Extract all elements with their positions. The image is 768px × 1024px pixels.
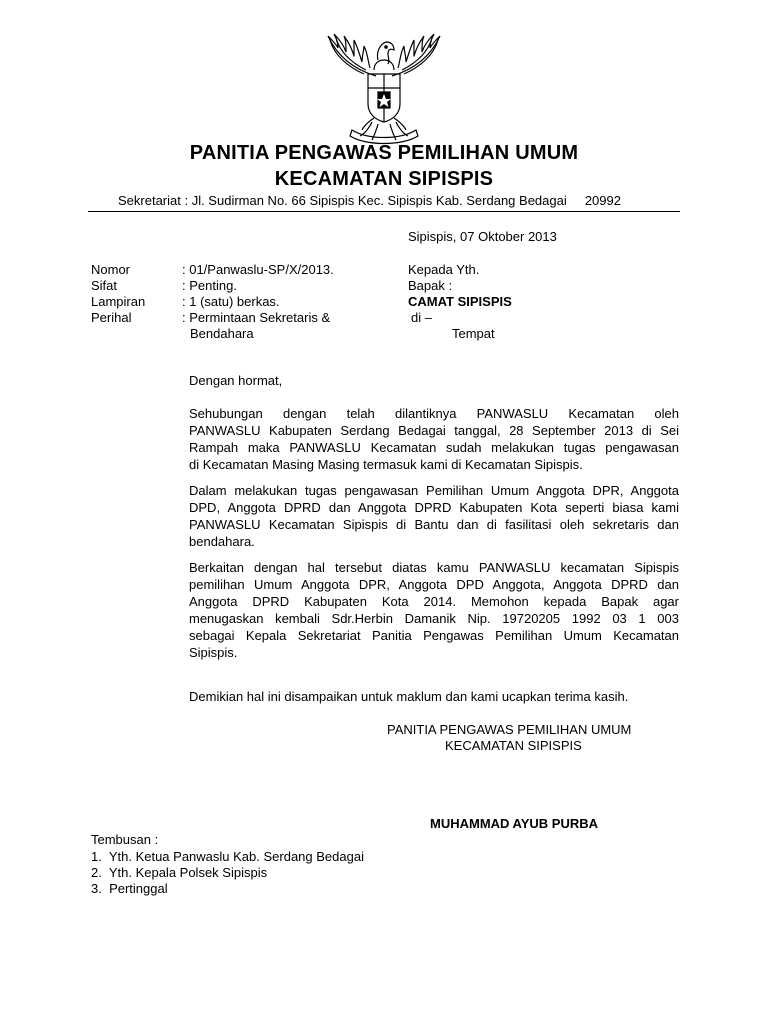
letterhead-title-line1: PANITIA PENGAWAS PEMILIHAN UMUM [189, 142, 579, 164]
lampiran-label: Lampiran [91, 294, 146, 309]
tembusan-item: 2. Yth. Kepala Polsek Sipispis [91, 865, 268, 880]
garuda-emblem-icon [316, 30, 452, 148]
paragraph-line: di Kecamatan Masing Masing termasuk kami di Kecamatan Sipispis. [189, 457, 583, 472]
sifat-label: Sifat [91, 278, 118, 293]
perihal-label: Perihal [91, 310, 132, 325]
paragraph-3 [189, 559, 679, 661]
paragraph-line: Berkaitan dengan hal tersebut diatas kamu PANWASLU kecamatan Sipispis [189, 560, 679, 575]
signature-org-line1: PANITIA PENGAWAS PEMILIHAN UMUM [387, 722, 632, 737]
address-text: Sekretariat : Jl. Sudirman No. 66 Sipispis Kec. Sipispis Kab. Serdang Bedagai [118, 193, 567, 208]
greeting: Dengan hormat, [189, 373, 283, 388]
nomor-value: : 01/Panwaslu-SP/X/2013. [182, 262, 334, 277]
postal-code: 20992 [584, 193, 621, 208]
paragraph-line: sebagai Kepala Sekretariat Panitia Pengawas Pemilihan Umum Kecamatan [189, 628, 679, 643]
paragraph-1 [189, 405, 679, 473]
perihal-value-line2: Bendahara [190, 326, 254, 341]
recipient-line4: di – [411, 310, 432, 325]
paragraph-2 [189, 482, 679, 550]
recipient-line2: Bapak : [408, 278, 453, 293]
paragraph-line: menugaskan kembali Sdr.Herbin Damanik Nip. 19720205 1992 03 1 003 [189, 611, 679, 626]
paragraph-line: Rampah maka PANWASLU Kecamatan sudah melakukan tugas pengawasan [189, 440, 679, 455]
letterhead-divider [88, 211, 680, 212]
closing-sentence: Demikian hal ini disampaikan untuk maklum dan kami ucapkan terima kasih. [189, 689, 629, 704]
lampiran-value: : 1 (satu) berkas. [182, 294, 280, 309]
letterhead-title-line2: KECAMATAN SIPISPIS [274, 168, 494, 190]
paragraph-line: DPD, Anggota DPRD dan Anggota DPRD Kabupaten Kota seperti biasa kami [189, 500, 679, 515]
tembusan-item: 1. Yth. Ketua Panwaslu Kab. Serdang Bedagai [91, 849, 364, 864]
nomor-label: Nomor [91, 262, 131, 277]
tembusan-label: Tembusan : [91, 832, 159, 847]
letter-date: Sipispis, 07 Oktober 2013 [408, 229, 557, 244]
paragraph-line: bendahara. [189, 534, 255, 549]
signature-org-line2: KECAMATAN SIPISPIS [445, 738, 582, 753]
paragraph-line: Anggota DPRD Kabupaten Kota 2014. Memohon kepada Bapak agar [189, 594, 679, 609]
paragraph-line: Dalam melakukan tugas pengawasan Pemilihan Umum Anggota DPR, Anggota [189, 483, 679, 498]
paragraph-line: PANWASLU Kecamatan Sipispis di Bantu dan di fasilitasi oleh sekretaris dan [189, 517, 679, 532]
paragraph-line: pemilihan Umum Anggota DPR, Anggota DPD Anggota, Anggota DPRD dan [189, 577, 679, 592]
paragraph-line: Sipispis. [189, 645, 238, 660]
recipient-line5: Tempat [452, 326, 495, 341]
paragraph-line: PANWASLU Kabupaten Serdang Bedagai tanggal, 28 September 2013 di Sei [189, 423, 679, 438]
paragraph-line: Sehubungan dengan telah dilantiknya PANWASLU Kecamatan oleh [189, 406, 679, 421]
letterhead-address [118, 193, 621, 208]
perihal-value-line1: : Permintaan Sekretaris & [182, 310, 331, 325]
tembusan-item: 3. Pertinggal [91, 881, 168, 896]
recipient-name: CAMAT SIPISPIS [408, 294, 512, 309]
signatory-name: MUHAMMAD AYUB PURBA [430, 816, 599, 831]
recipient-line1: Kepada Yth. [408, 262, 480, 277]
sifat-value: : Penting. [182, 278, 237, 293]
